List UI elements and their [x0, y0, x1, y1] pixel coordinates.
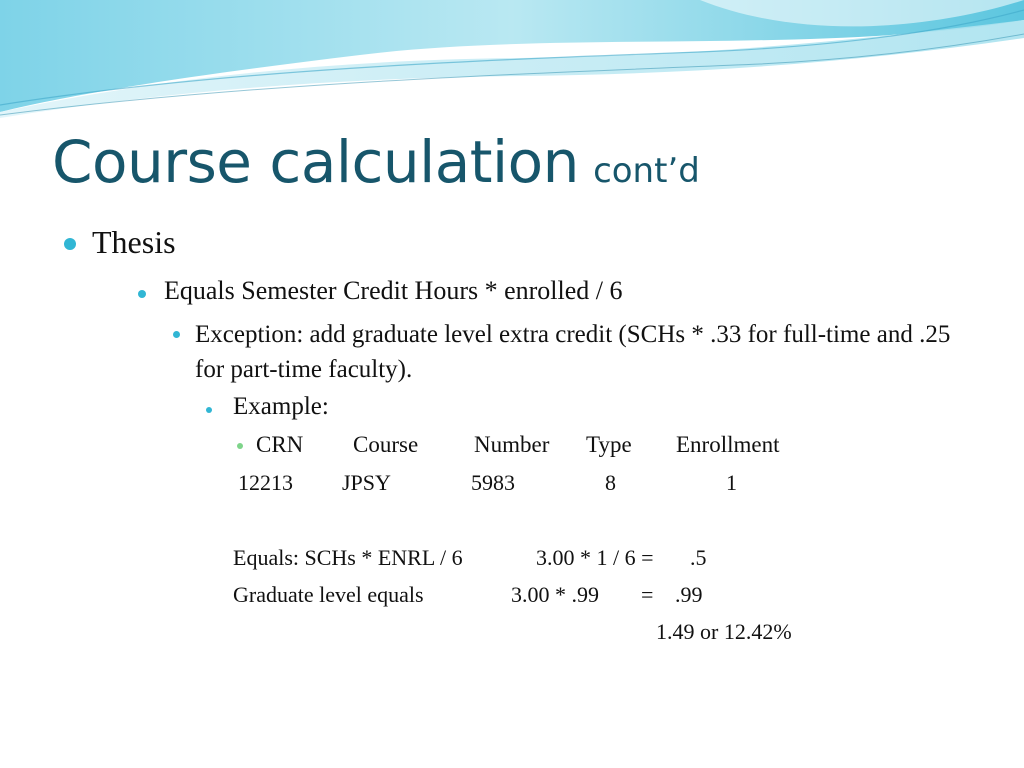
header-course: Course — [353, 432, 419, 457]
calc-line2-label: Graduate level equals — [233, 582, 424, 607]
bullet-dot-icon — [206, 407, 212, 413]
cell-number: 5983 — [471, 470, 515, 495]
calc-line2-expression: 3.00 * .99 — [511, 582, 599, 607]
calc-line2-equals: = — [641, 582, 654, 607]
header-wave-decoration — [0, 0, 1024, 130]
cell-enrollment: 1 — [726, 470, 737, 495]
slide-title-main: Course calculation — [52, 128, 579, 196]
cell-crn: 12213 — [238, 470, 293, 495]
calc-total: 1.49 or 12.42% — [656, 619, 792, 644]
slide-title-suffix: cont’d — [593, 151, 700, 191]
calc-line1-expression: 3.00 * 1 / 6 = — [536, 545, 654, 570]
bullet-level2-equals: Equals Semester Credit Hours * enrolled / 6 — [164, 276, 623, 305]
bullet-dot-icon — [64, 238, 76, 250]
header-number: Number — [474, 432, 550, 457]
bullet-dot-icon — [237, 443, 243, 449]
cell-course: JPSY — [342, 470, 391, 495]
bullet-level1-thesis: Thesis — [92, 224, 176, 260]
bullet-level3-exception: Exception: add graduate level extra credit (SCHs * .33 for full-time and .25 for part-time faculty). — [195, 321, 951, 383]
bullet-dot-icon — [173, 331, 180, 338]
bullet-level4-example: Example: — [233, 393, 329, 420]
cell-type: 8 — [605, 470, 616, 495]
bullet-dot-icon — [138, 290, 146, 298]
header-crn: CRN — [256, 432, 304, 457]
header-type: Type — [586, 432, 632, 457]
slide-title — [52, 128, 700, 196]
calc-line1-label: Equals: SCHs * ENRL / 6 — [233, 545, 463, 570]
calc-line1-result: .5 — [690, 545, 707, 570]
calc-line2-result: .99 — [675, 582, 703, 607]
header-enrollment: Enrollment — [676, 432, 780, 457]
